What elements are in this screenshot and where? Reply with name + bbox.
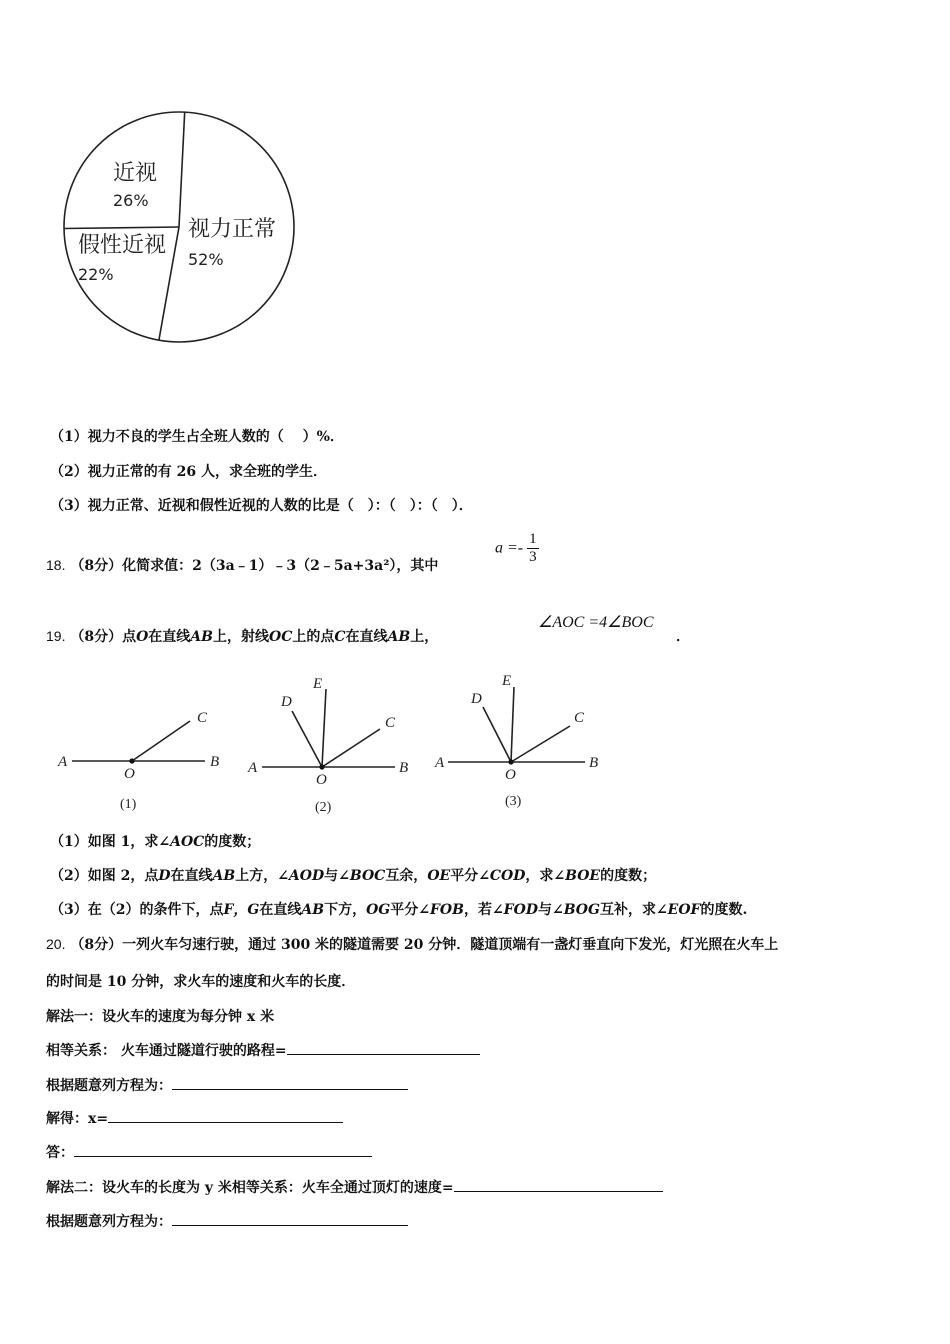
q19-sub3-FOD: ∠FOD (491, 902, 538, 918)
figure-3 (434, 673, 598, 809)
q19-O: O (136, 629, 149, 645)
q19-sub3-EOF: ∠EOF (655, 902, 701, 918)
fig2-label-b: B (399, 760, 409, 776)
q20-m1-relation-blank[interactable] (287, 1040, 480, 1055)
fig2-label-a: A (248, 760, 258, 776)
q19-number: 19. (46, 628, 66, 644)
fig3-caption: (3) (505, 794, 522, 809)
q20-m1-answer-text: 答： (46, 1145, 74, 1161)
fig2-caption: (2) (315, 800, 332, 815)
pie-label-myopia: 近视 (113, 161, 158, 186)
fig2-label-c: C (385, 715, 396, 731)
q19-sub3 (50, 899, 747, 919)
q19-sub2-BOE: ∠BOE (553, 868, 601, 884)
q20-m2-equation-text: 根据题意列方程为： (46, 1214, 172, 1230)
q19-sub3-FG: F，G (223, 902, 260, 918)
q19-C: C (334, 629, 346, 645)
q19-OC: OC (269, 629, 293, 645)
fig1-ray-oc (132, 721, 190, 761)
q20-m1-relation-text: 相等关系： 火车通过隧道行驶的路程= (46, 1043, 287, 1059)
q19-sub2-OE: OE (427, 868, 451, 884)
q19-sub3-OG: OG (366, 902, 391, 918)
q19-sub3-a: （3）在（2）的条件下，点 (50, 902, 224, 918)
q19-sub2-AOD: ∠AOD (277, 868, 325, 884)
fig1-point-o (129, 758, 134, 763)
q20-method1-relation (46, 1040, 480, 1060)
q20-method2-equation (46, 1211, 408, 1231)
q19-sub3-f: 与 (537, 902, 552, 918)
pie-percent-normal: 52% (188, 250, 224, 269)
fig3-label-a: A (435, 755, 445, 771)
q19-sub2-b: 在直线 (170, 868, 213, 884)
fig2-ray-oc (322, 729, 380, 767)
q19-stem (46, 626, 438, 646)
q18-text: （8分）化简求值：2（3a﹣1）﹣3（2﹣5a+3a²），其中 (70, 558, 439, 574)
q19-figures (40, 665, 620, 820)
fig3-label-e: E (502, 673, 512, 689)
q20-method1: 解法一：设火车的速度为每分钟 x 米 (46, 1009, 275, 1025)
fig2-point-o (319, 764, 324, 769)
fig1-label-b: B (210, 754, 220, 770)
fig2-label-e: E (313, 676, 323, 692)
q19-sub1-a: （1）如图 1，求 (50, 834, 159, 850)
q19-sub2 (50, 865, 656, 885)
q19-sub1-c: 的度数； (204, 834, 261, 850)
fig2-label-o: O (316, 772, 327, 788)
q20-line1 (46, 934, 778, 954)
q20-m2-equation-blank[interactable] (172, 1211, 408, 1226)
fig1-caption: (1) (120, 797, 137, 812)
q20-method1-answer (46, 1142, 372, 1162)
q19-sub2-e: 互余， (385, 868, 428, 884)
q19-sub2-c: 上方， (235, 868, 278, 884)
q20-method1-equation (46, 1075, 408, 1095)
fig1-label-c: C (197, 710, 208, 726)
q20-m1-equation-text: 根据题意列方程为： (46, 1078, 172, 1094)
q19-AB: AB (190, 629, 213, 645)
pie-label-pseudo-myopia: 假性近视 (78, 233, 167, 258)
q19-sub3-BOG: ∠BOG (551, 902, 600, 918)
q19-sub3-g: 互补，求 (599, 902, 656, 918)
q20-line2: 的时间是 10 分钟，求火车的速度和火车的长度． (46, 974, 356, 990)
q19-condition: ∠AOC =4∠BOC (538, 614, 654, 631)
q19-sub3-c: 下方， (324, 902, 367, 918)
pie-percent-pseudo-myopia: 22% (78, 265, 114, 284)
q19-sub1 (50, 831, 260, 851)
q19-sub2-g: ，求 (525, 868, 554, 884)
figure-2 (247, 676, 408, 815)
q20-line1-text: （8分）一列火车匀速行驶，通过 300 米的隧道需要 20 分钟．隧道顶端有一盏灯垂直向下发光，灯光照在火车上 (70, 937, 779, 953)
q19-sub2-a: （2）如图 2，点 (50, 868, 159, 884)
q19-sub2-h: 的度数； (600, 868, 657, 884)
fig3-ray-oe (511, 687, 514, 762)
q19-sub2-COD: ∠COD (478, 868, 526, 884)
q18-cond-numerator: 1 (529, 531, 537, 547)
figure-1 (57, 710, 219, 812)
fig1-label-o: O (124, 766, 135, 782)
q20-method2 (46, 1177, 663, 1197)
pie-slice-boundary-2 (179, 112, 185, 227)
fig3-ray-od (483, 707, 511, 762)
q19-text-f: 上， (410, 629, 439, 645)
q20-m1-solution-text: 解得：x= (46, 1111, 109, 1127)
q19-sub3-e: ，若 (463, 902, 492, 918)
q19-sub2-d: 与 (324, 868, 339, 884)
q19-sub2-f: 平分 (450, 868, 479, 884)
q20-m1-solution-blank[interactable] (108, 1108, 343, 1123)
fig2-ray-od (292, 711, 322, 767)
q17-sub1: （1）视力不良的学生占全班人数的（ ）%． (50, 429, 344, 445)
q20-m1-answer-blank[interactable] (74, 1142, 372, 1157)
pie-chart (55, 105, 305, 350)
q20-m2-blank[interactable] (454, 1177, 663, 1192)
pie-slice-boundary-0 (64, 227, 179, 229)
fig3-label-c: C (574, 710, 585, 726)
q19-sub3-FOB: ∠FOB (418, 902, 464, 918)
q19-AB2: AB (387, 629, 411, 645)
q19-text-a: （8分）点 (70, 629, 137, 645)
q19-sub2-BOC: ∠BOC (338, 868, 386, 884)
q18-stem (46, 555, 438, 575)
q19-text-d: 上的点 (292, 629, 335, 645)
q19-sub3-b: 在直线 (259, 902, 302, 918)
q19-sub1-angle: ∠AOC (158, 834, 205, 850)
pie-percent-myopia: 26% (113, 191, 149, 210)
q20-number: 20. (46, 936, 66, 952)
fig3-point-o (508, 759, 513, 764)
fig3-label-o: O (505, 767, 516, 783)
q18-cond-denominator: 3 (529, 549, 537, 565)
q17-sub2: （2）视力正常的有 26 人，求全班的学生． (50, 464, 327, 480)
fig3-label-b: B (589, 755, 599, 771)
q18-number: 18. (46, 557, 66, 573)
q18-condition (495, 531, 539, 566)
q20-m1-equation-blank[interactable] (172, 1075, 408, 1090)
fig1-label-a: A (58, 754, 68, 770)
q20-method1-solution (46, 1108, 343, 1128)
q19-text-b: 在直线 (148, 629, 191, 645)
q17-sub3: （3）视力正常、近视和假性近视的人数的比是（ ）：（ ）：（ ）． (50, 498, 473, 514)
q19-sub3-h: 的度数. (700, 902, 748, 918)
q19-text-c: 上，射线 (213, 629, 269, 645)
q19-sub2-AB: AB (212, 868, 236, 884)
q19-sub3-d: 平分 (390, 902, 419, 918)
pie-label-normal: 视力正常 (188, 217, 277, 242)
q18-cond-lhs: a =- (495, 539, 524, 557)
fig2-ray-oe (322, 689, 326, 767)
q19-text-e: 在直线 (345, 629, 388, 645)
q19-condition-end: ． (676, 629, 690, 645)
fig3-label-d: D (471, 691, 482, 707)
q20-m2-text: 解法二：设火车的长度为 y 米相等关系：火车全通过顶灯的速度= (46, 1180, 454, 1196)
q19-sub3-AB: AB (301, 902, 325, 918)
fig3-ray-oc (511, 726, 570, 762)
fig2-label-d: D (281, 694, 292, 710)
q19-sub2-D: D (158, 868, 171, 884)
